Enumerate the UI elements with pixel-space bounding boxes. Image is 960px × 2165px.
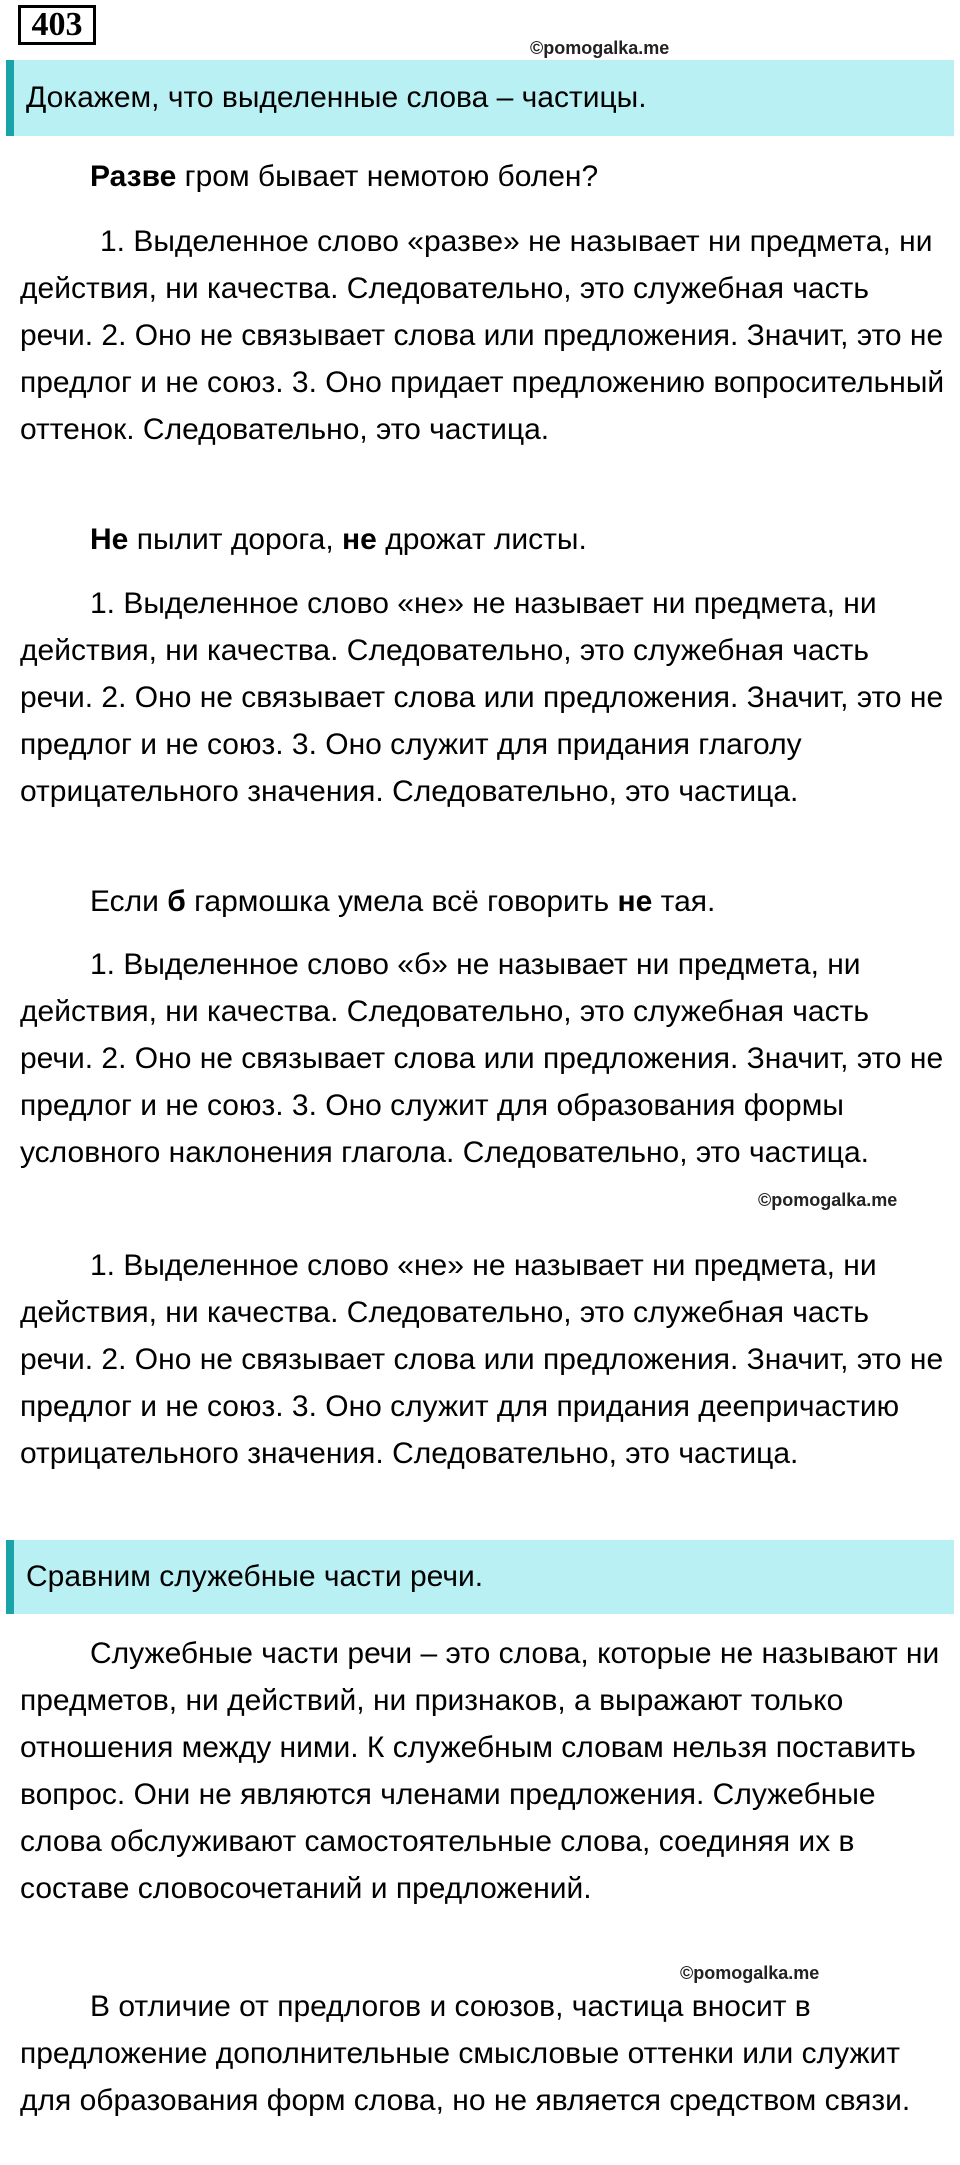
section-title-function-words: Сравним служебные части речи. — [6, 1540, 954, 1614]
watermark: ©pomogalka.me — [758, 1190, 898, 1210]
explanation-1: 1. Выделенное слово «разве» не называет ни предмета, ни действия, ни качества. Следовательно, это служебная часть речи. 2. Оно не связывает слова или предложения. Значит, это не предлог и не союз. 3. Оно придает предложению вопросительный оттенок. Следовательно, это частица. — [20, 225, 945, 446]
highlighted-word: б — [167, 885, 186, 918]
explanation-4: 1. Выделенное слово «не» не называет ни предмета, ни действия, ни качества. Следовательно, это служебная часть речи. 2. Оно не связывает слова или предложения. Значит, это не предлог и не союз. 3. Оно служит для придания деепричастию отрицательного значения. Следовательно, это частица. — [20, 1249, 944, 1470]
sentence-text: дрожат листы. — [376, 523, 587, 556]
highlighted-word: Разве — [90, 160, 177, 193]
watermark: ©pomogalka.me — [530, 38, 670, 58]
sentence-text: гром бывает немотою болен? — [176, 160, 599, 193]
highlighted-word: не — [617, 885, 653, 918]
task-number: 403 — [18, 5, 96, 45]
paragraph-particle-difference: В отличие от предлогов и союзов, частица вносит в предложение дополнительные смысловые оттенки или служит для образования форм слова, но не является средством связи. — [20, 1990, 911, 2117]
highlighted-word: Не — [90, 523, 129, 556]
sentence-text: Если — [90, 885, 168, 918]
highlighted-word: не — [342, 523, 377, 556]
sentence-text: гармошка умела всё говорить — [185, 885, 618, 918]
example-sentence-2 — [90, 520, 587, 560]
explanation-3: 1. Выделенное слово «б» не называет ни предмета, ни действия, ни качества. Следовательно, это служебная часть речи. 2. Оно не связывает слова или предложения. Значит, это не предлог и не союз. 3. Оно служит для образования формы условного наклонения глагола. Следовательно, это частица. — [20, 948, 944, 1169]
sentence-text: тая. — [652, 885, 716, 918]
explanation-2: 1. Выделенное слово «не» не называет ни предмета, ни действия, ни качества. Следовательно, это служебная часть речи. 2. Оно не связывает слова или предложения. Значит, это не предлог и не союз. 3. Оно служит для придания глаголу отрицательного значения. Следовательно, это частица. — [20, 587, 944, 808]
example-sentence-3 — [90, 882, 715, 922]
sentence-text: пылит дорога, — [128, 523, 343, 556]
paragraph-function-words: Служебные части речи – это слова, которые не называют ни предметов, ни действий, ни признаков, а выражают только отношения между ними. К служебным словам нельзя поставить вопрос. Они не являются членами предложения. Служебные слова обслуживают самостоятельные слова, соединяя их в составе словосочетаний и предложений. — [20, 1637, 940, 1905]
example-sentence-1 — [90, 157, 598, 197]
section-title-particles: Докажем, что выделенные слова – частицы. — [6, 60, 954, 136]
watermark: ©pomogalka.me — [680, 1963, 820, 1983]
